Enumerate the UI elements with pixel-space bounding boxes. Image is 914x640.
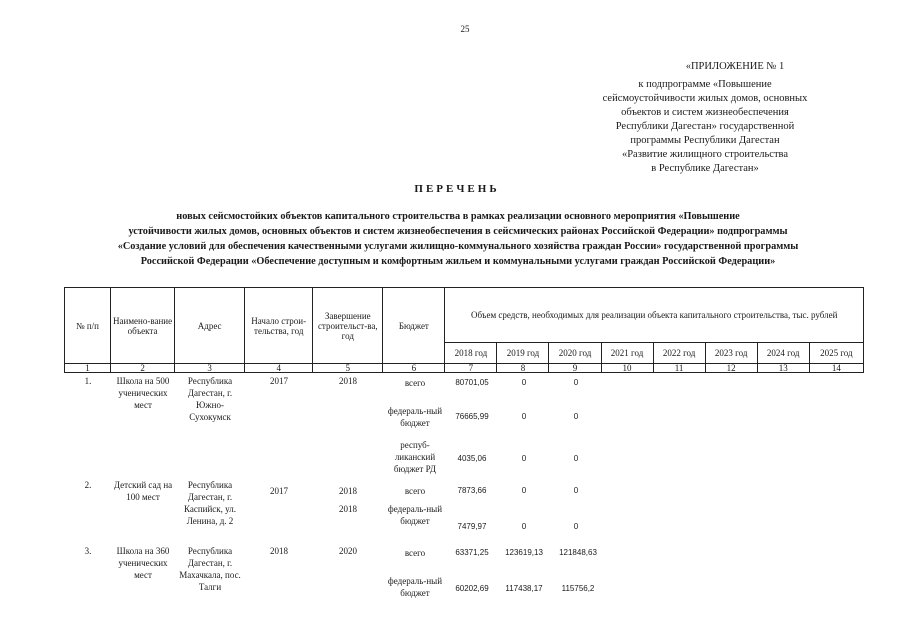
amount-2020: 0 xyxy=(573,522,579,531)
finish-year: 2018 xyxy=(339,376,357,386)
column-number: 1 xyxy=(65,364,111,373)
start-year: 2017 xyxy=(270,486,288,496)
subtitle-line: Российской Федерации «Обеспечение доступным и комфортным жильем и коммунальными услугами граждан Российской Федерации» xyxy=(140,256,776,267)
budget-label: федераль-ный бюджет xyxy=(387,406,443,428)
amount-2020: 0 xyxy=(573,486,579,495)
header-year: 2025 год xyxy=(809,343,863,364)
object-name: Детский сад на 100 мест xyxy=(113,480,173,502)
page-number: 25 xyxy=(460,24,470,34)
start-year: 2018 xyxy=(270,546,288,556)
start-year: 2017 xyxy=(270,376,288,386)
column-number: 7 xyxy=(445,364,497,373)
amount-2019: 123619,13 xyxy=(505,548,543,557)
appendix-line: Республики Дагестан» государственной xyxy=(615,121,795,132)
amount-2018: 60202,69 xyxy=(455,584,489,593)
amount-2019: 0 xyxy=(521,454,527,463)
subtitle-line: новых сейсмостойких объектов капитального строительства в рамках реализации основного мероприятия «Повышение xyxy=(176,211,740,222)
finish-year: 2018 xyxy=(339,504,357,514)
column-number: 9 xyxy=(549,364,601,373)
object-address: Республика Дагестан, г. Махачкала, пос. Талги xyxy=(179,546,241,592)
header-year: 2024 год xyxy=(757,343,809,364)
amount-2019: 0 xyxy=(521,378,527,387)
header-num: № п/п xyxy=(65,288,111,364)
amount-2018: 80701,05 xyxy=(455,378,489,387)
appendix-line: объектов и систем жизнеобеспечения xyxy=(621,107,789,118)
header-finish: Завершение строительст-ва, год xyxy=(313,288,383,364)
amount-2018: 7479,97 xyxy=(457,522,487,531)
header-name: Наимено-вание объекта xyxy=(111,288,175,364)
object-name: Школа на 360 ученических мест xyxy=(116,546,170,580)
column-number: 14 xyxy=(809,364,863,373)
column-number: 11 xyxy=(653,364,705,373)
header-year: 2022 год xyxy=(653,343,705,364)
document-title: ПЕРЕЧЕНЬ xyxy=(414,183,500,195)
amount-2018: 7873,66 xyxy=(457,486,487,495)
subtitle-line: «Создание условий для обеспечения качественными услугами жилищно-коммунального хозяйства граждан России» государственной программы xyxy=(117,241,799,252)
header-year: 2018 год xyxy=(445,343,497,364)
amount-2018: 63371,25 xyxy=(455,548,489,557)
appendix-line: сейсмоустойчивости жилых домов, основных xyxy=(602,93,808,104)
header-start: Начало строи-тельства, год xyxy=(245,288,313,364)
amount-2020: 0 xyxy=(573,412,579,421)
amount-2020: 121848,63 xyxy=(559,548,597,557)
finish-year: 2020 xyxy=(339,546,357,556)
budget-label: всего xyxy=(404,548,426,558)
subtitle-line: устойчивости жилых домов, основных объектов и систем жизнеобеспечения в сейсмических районах Российской Федерации» подпрограммы xyxy=(128,226,788,237)
appendix-caption xyxy=(570,60,840,176)
amount-2018: 4035,06 xyxy=(457,454,487,463)
objects-table xyxy=(64,287,864,373)
column-number: 12 xyxy=(705,364,757,373)
row-number: 2. xyxy=(84,480,92,490)
appendix-line: в Республике Дагестан» xyxy=(651,163,759,174)
budget-label: респуб-ликанский бюджет РД xyxy=(393,440,437,474)
row-number: 3. xyxy=(84,546,92,556)
column-number: 4 xyxy=(245,364,313,373)
header-funding: Объем средств, необходимых для реализации объекта капитального строительства, тыс. рублей xyxy=(445,288,864,343)
table-body xyxy=(64,375,864,640)
column-number: 10 xyxy=(601,364,653,373)
budget-label: федераль-ный бюджет xyxy=(387,576,443,598)
amount-2019: 0 xyxy=(521,486,527,495)
budget-label: федераль-ный бюджет xyxy=(387,504,443,526)
column-number: 6 xyxy=(383,364,445,373)
header-address: Адрес xyxy=(175,288,245,364)
amount-2020: 0 xyxy=(573,378,579,387)
header-year: 2023 год xyxy=(705,343,757,364)
amount-2020: 115756,2 xyxy=(561,584,595,593)
column-number: 13 xyxy=(757,364,809,373)
row-number: 1. xyxy=(84,376,92,386)
appendix-line: «Развитие жилищного строительства xyxy=(621,149,789,160)
object-address: Республика Дагестан, г. Каспийск, ул. Ленина, д. 2 xyxy=(183,480,237,526)
amount-2019: 0 xyxy=(521,412,527,421)
amount-2019: 0 xyxy=(521,522,527,531)
appendix-heading: «ПРИЛОЖЕНИЕ № 1 xyxy=(685,61,785,72)
finish-year: 2018 xyxy=(339,486,357,496)
column-number: 8 xyxy=(497,364,549,373)
header-budget: Бюджет xyxy=(383,288,445,364)
document-subtitle xyxy=(50,209,866,269)
object-address: Республика Дагестан, г. Южно-Сухокумск xyxy=(187,376,233,422)
column-number: 5 xyxy=(313,364,383,373)
header-year: 2020 год xyxy=(549,343,601,364)
amount-2019: 117438,17 xyxy=(505,584,543,593)
appendix-line: программы Республики Дагестан xyxy=(630,135,780,146)
amount-2018: 76665,99 xyxy=(455,412,489,421)
budget-label: всего xyxy=(404,378,426,388)
column-number: 3 xyxy=(175,364,245,373)
appendix-line: к подпрограмме «Повышение xyxy=(638,79,772,90)
header-year: 2019 год xyxy=(497,343,549,364)
budget-label: всего xyxy=(404,486,426,496)
header-year: 2021 год xyxy=(601,343,653,364)
amount-2020: 0 xyxy=(573,454,579,463)
object-name: Школа на 500 ученических мест xyxy=(116,376,170,410)
column-number: 2 xyxy=(111,364,175,373)
